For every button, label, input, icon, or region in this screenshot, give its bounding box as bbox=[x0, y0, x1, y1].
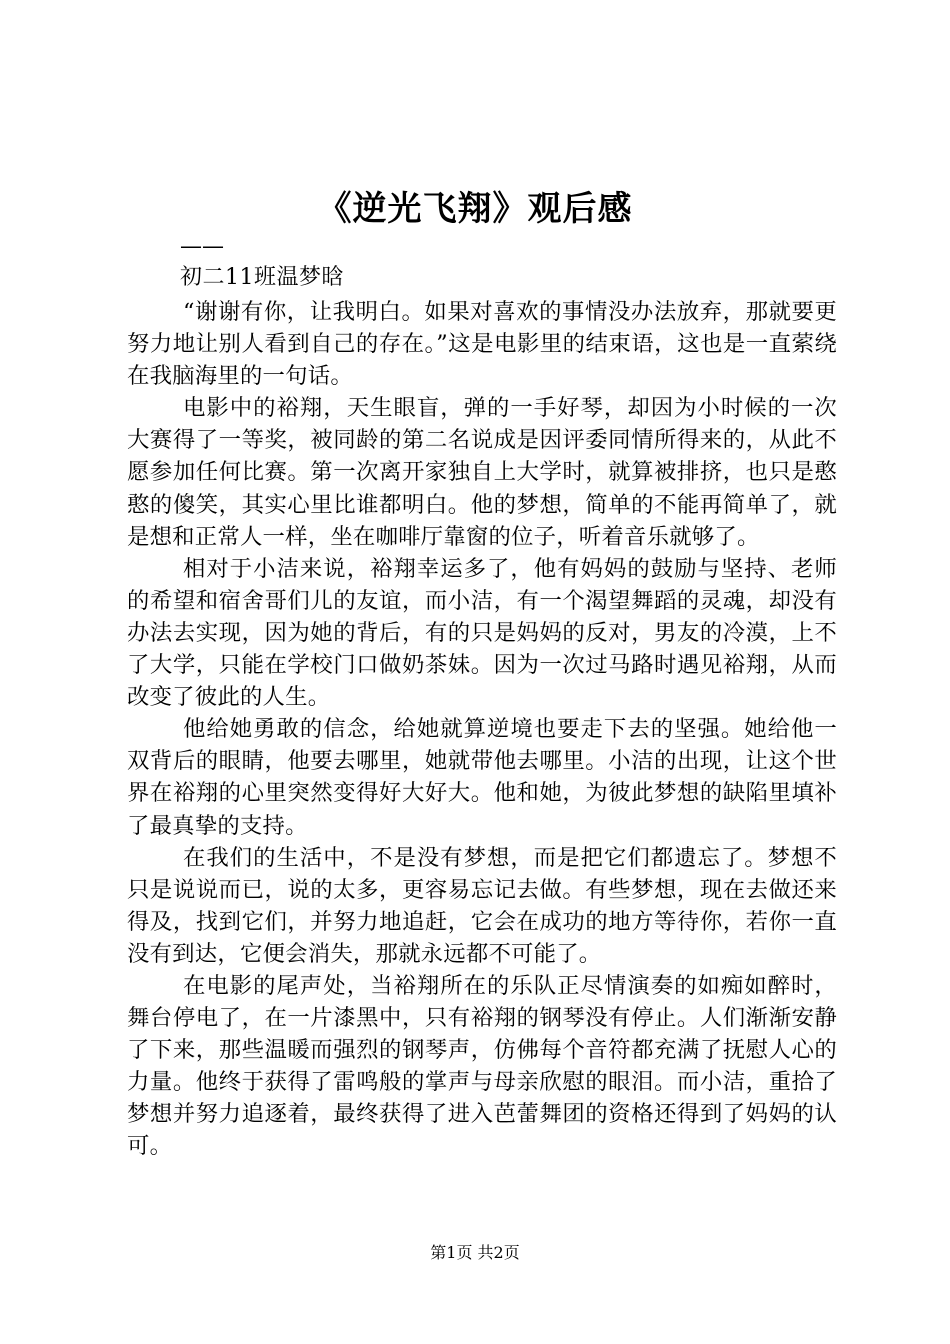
paragraph: “谢谢有你，让我明白。如果对喜欢的事情没办法放弃，那就要更努力地让别人看到自己的存在。”这是电影里的结束语，这也是一直萦绕在我脑海里的一句话。 bbox=[127, 299, 837, 390]
document-body bbox=[127, 296, 837, 1163]
document-title: 《逆光飞翔》观后感 bbox=[317, 189, 633, 229]
title-dash: —— bbox=[180, 234, 224, 259]
paragraph: 在我们的生活中，不是没有梦想，而是把它们都遗忘了。梦想不只是说说而已，说的太多，更容易忘记去做。有些梦想，现在去做还来得及，找到它们，并努力地追赶，它会在成功的地方等待你，若你一直没有到达，它便会消失，那就永远都不可能了。 bbox=[127, 844, 837, 967]
paragraph: 他给她勇敢的信念，给她就算逆境也要走下去的坚强。她给他一双背后的眼睛，他要去哪里，她就带他去哪里。小洁的出现，让这个世界在裕翔的心里突然变得好大好大。他和她，为彼此梦想的缺陷里填补了最真挚的支持。 bbox=[127, 716, 837, 839]
page-footer: 第1页 共2页 bbox=[430, 1243, 520, 1262]
paragraph: 电影中的裕翔，天生眼盲，弹的一手好琴，却因为小时候的一次大赛得了一等奖，被同龄的第二名说成是因评委同情所得来的，从此不愿参加任何比赛。第一次离开家独自上大学时，就算被排挤，也只是憨憨的傻笑，其实心里比谁都明白。他的梦想，简单的不能再简单了，就是想和正常人一样，坐在咖啡厅靠窗的位子，听着音乐就够了。 bbox=[127, 395, 837, 550]
paragraph: 相对于小洁来说，裕翔幸运多了，他有妈妈的鼓励与坚持、老师的希望和宿舍哥们儿的友谊，而小洁，有一个渴望舞蹈的灵魂，却没有办法去实现，因为她的背后，有的只是妈妈的反对，男友的冷漠，上不了大学，只能在学校门口做奶茶妹。因为一次过马路时遇见裕翔，从而改变了彼此的人生。 bbox=[127, 555, 837, 711]
paragraph: 在电影的尾声处，当裕翔所在的乐队正尽情演奏的如痴如醉时，舞台停电了，在一片漆黑中，只有裕翔的钢琴没有停止。人们渐渐安静了下来，那些温暖而强烈的钢琴声，仿佛每个音符都充满了抚慰人心的力量。他终于获得了雷鸣般的掌声与母亲欣慰的眼泪。而小洁，重拾了梦想并努力追逐着，最终获得了进入芭蕾舞团的资格还得到了妈妈的认可。 bbox=[127, 972, 837, 1160]
author-line: 初二11班温梦晗 bbox=[180, 265, 344, 290]
